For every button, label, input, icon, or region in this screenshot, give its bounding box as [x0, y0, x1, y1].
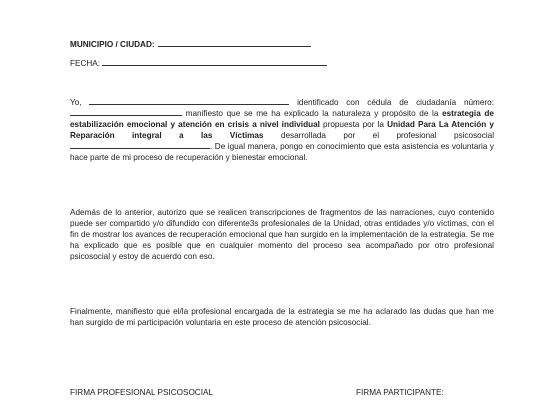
professional-name-blank[interactable] — [70, 141, 210, 149]
consent-paragraph-1 — [70, 97, 494, 164]
p2-typo: diferente3s — [217, 219, 259, 229]
propuesta-text: propuesta por la — [323, 120, 384, 130]
municipio-label: MUNICIPIO / CIUDAD: — [70, 40, 155, 49]
identificado-text: identificado con cédula de ciudadanía — [297, 98, 457, 107]
p2-text-a: Además de lo anterior, autorizo que se realicen transcripciones de fragmentos de las narraciones, cuyo contenido puede ser compartido y/o difundido con — [70, 208, 494, 229]
participant-name-blank[interactable] — [89, 97, 289, 105]
participant-signature-label: FIRMA PARTICIPANTE: — [356, 388, 444, 397]
manifiesto-text: manifiesto que se me ha explicado la naturaleza y propósito — [185, 109, 416, 119]
municipio-field — [70, 38, 311, 49]
unidad-name: Unidad Para La Atención y Reparación integral a las Víctimas — [70, 120, 494, 141]
desarrollada-text: desarrollada por el profesional — [280, 131, 437, 141]
consent-paragraph-3 — [70, 306, 494, 328]
municipio-blank[interactable] — [158, 38, 311, 47]
de-la-text: de la — [419, 109, 439, 119]
fecha-label: FECHA: — [70, 59, 101, 68]
p3-text: Finalmente, manifiesto que el/la profesional encargada de la estrategia se me ha aclarado las dudas que han me han surgido de mi participación voluntaria en este proceso de atención psicosocial. — [70, 307, 494, 328]
numero-text: número: — [463, 98, 494, 107]
de-igual-text: . De igual manera, pongo en conocimiento que esta asistencia es voluntaria y hace parte de mi proceso de recuperación y bienestar emocional. — [70, 142, 494, 163]
fecha-blank[interactable] — [102, 57, 327, 66]
psicosocial-text: psicosocial — [453, 131, 495, 141]
p2-text-b: profesionales de la Unidad, otras entidades y/o víctimas, con el fin de mostrar los avances de recuperación emocional que han surgido en la implementación de la estrategia. Se me ha explicado que es posible que en cualquier momento del proceso sea acompañado por otro profesional psicosocial y estoy de acuerdo con eso. — [70, 219, 494, 262]
consent-paragraph-2 — [70, 207, 494, 262]
professional-signature-label: FIRMA PROFESIONAL PSICOSOCIAL — [70, 388, 214, 397]
fecha-field — [70, 57, 327, 68]
strategy-name: estrategia de estabilización emocional y atención en crisis a nivel individual — [70, 109, 494, 130]
document-number-blank[interactable] — [70, 108, 182, 116]
yo-text: Yo, — [70, 98, 82, 107]
